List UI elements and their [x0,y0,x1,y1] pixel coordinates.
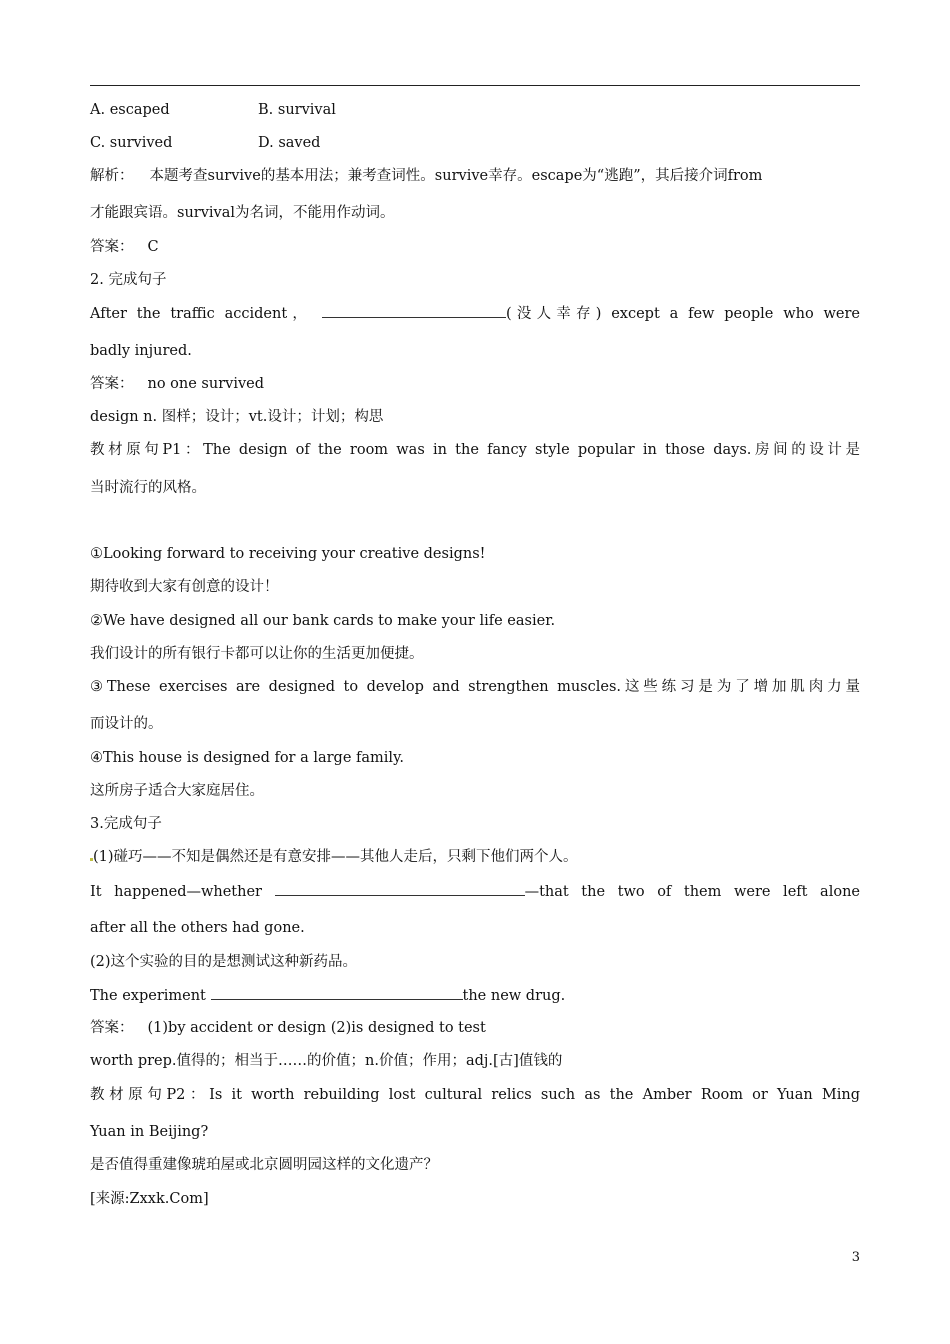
option-d: D. saved [258,135,321,151]
analysis-label: 解析： [90,168,134,184]
answer-value: (1)by accident or design (2)is designed to test [147,1020,486,1036]
question-text-a: After the traffic accident， [90,306,313,322]
option-b: B. survival [258,102,336,118]
part-1-en-text-a: It happened—whether [90,884,262,900]
analysis-text: 本题考查survive的基本用法；兼考查词性。survive幸存。escape为“逃跑”，其后接介词from [149,168,763,184]
vocab-entry-design: design n. 图样；设计；vt.设计；计划；构思 [90,409,384,425]
example-1-en: ①Looking forward to receiving your creative designs! [90,546,486,562]
section-3-part-1-en-line-1 [90,881,860,902]
section-2-heading: 2. 完成句子 [90,272,167,288]
answer-label: 答案： [90,239,134,255]
vocab-entry-worth: worth prep.值得的；相当于……的价值；n.价值；作用；adj.[古]值钱的 [90,1053,563,1069]
example-2-zh: 我们设计的所有银行卡都可以让你的生活更加便捷。 [90,646,424,662]
example-4-en: ④This house is designed for a large family. [90,750,404,766]
answer-label: 答案： [90,1020,134,1036]
answer-value: no one survived [147,376,265,392]
answer-s2 [90,374,860,394]
example-2-en: ②We have designed all our bank cards to make your life easier. [90,613,556,629]
part-2-en-text-a: The experiment [90,988,206,1004]
answer-blank-1 [275,881,525,896]
answer-value: C [147,239,159,255]
options-row-2 [90,133,860,153]
part-1-en-text-b: —that the two of them were left alone [524,884,860,900]
option-a: A. escaped [90,102,170,118]
answer-label: 答案： [90,376,134,392]
option-c: C. survived [90,135,173,151]
textbook-sentence-p2-line-1: 教材原句P2：Is it worth rebuilding lost cultural relics such as the Amber Room or Yuan Ming [90,1087,860,1103]
example-1-zh: 期待收到大家有创意的设计！ [90,579,279,595]
textbook-sentence-p1-line-1: 教材原句P1：The design of the room was in the fancy style popular in those days.房间的设计是 [90,442,860,458]
section-3-part-1-en-line-2: after all the others had gone. [90,920,305,936]
question-text-b: (没人幸存) except a few people who were [505,306,861,322]
analysis-line-2: 才能跟宾语。survival为名词，不能用作动词。 [90,205,395,221]
section-3-part-2-en [90,985,860,1006]
source-note: [来源:Zxxk.Com] [90,1191,209,1207]
section-3-part-2-zh: (2)这个实验的目的是想测试这种新药品。 [90,954,358,970]
answer-q1 [90,237,860,257]
example-3-line-1: ③These exercises are designed to develop and strengthen muscles.这些练习是为了增加肌肉力量 [90,679,860,695]
part-2-en-text-b: the new drug. [462,988,566,1004]
section-3-heading: 3.完成句子 [90,816,162,832]
analysis-line-1 [90,166,860,186]
section-2-question-line-2: badly injured. [90,343,192,359]
options-row-1 [90,100,860,120]
example-4-zh: 这所房子适合大家庭居住。 [90,783,264,799]
page-number: 3 [851,1250,860,1265]
answer-s3 [90,1018,860,1038]
textbook-sentence-p1-line-2: 当时流行的风格。 [90,480,206,496]
answer-blank-2 [211,985,463,1000]
textbook-sentence-p2-line-2: Yuan in Beijing? [90,1124,209,1140]
answer-blank [322,303,506,318]
section-3-part-1-zh [90,847,860,867]
header-rule [90,85,860,86]
part-1-zh-text: (1)碰巧——不知是偶然还是有意安排——其他人走后，只剩下他们两个人。 [93,849,578,865]
example-3-line-2: 而设计的。 [90,716,163,732]
textbook-sentence-p2-zh: 是否值得重建像琥珀屋或北京圆明园这样的文化遗产？ [90,1157,438,1173]
section-2-question-line-1 [90,303,860,324]
